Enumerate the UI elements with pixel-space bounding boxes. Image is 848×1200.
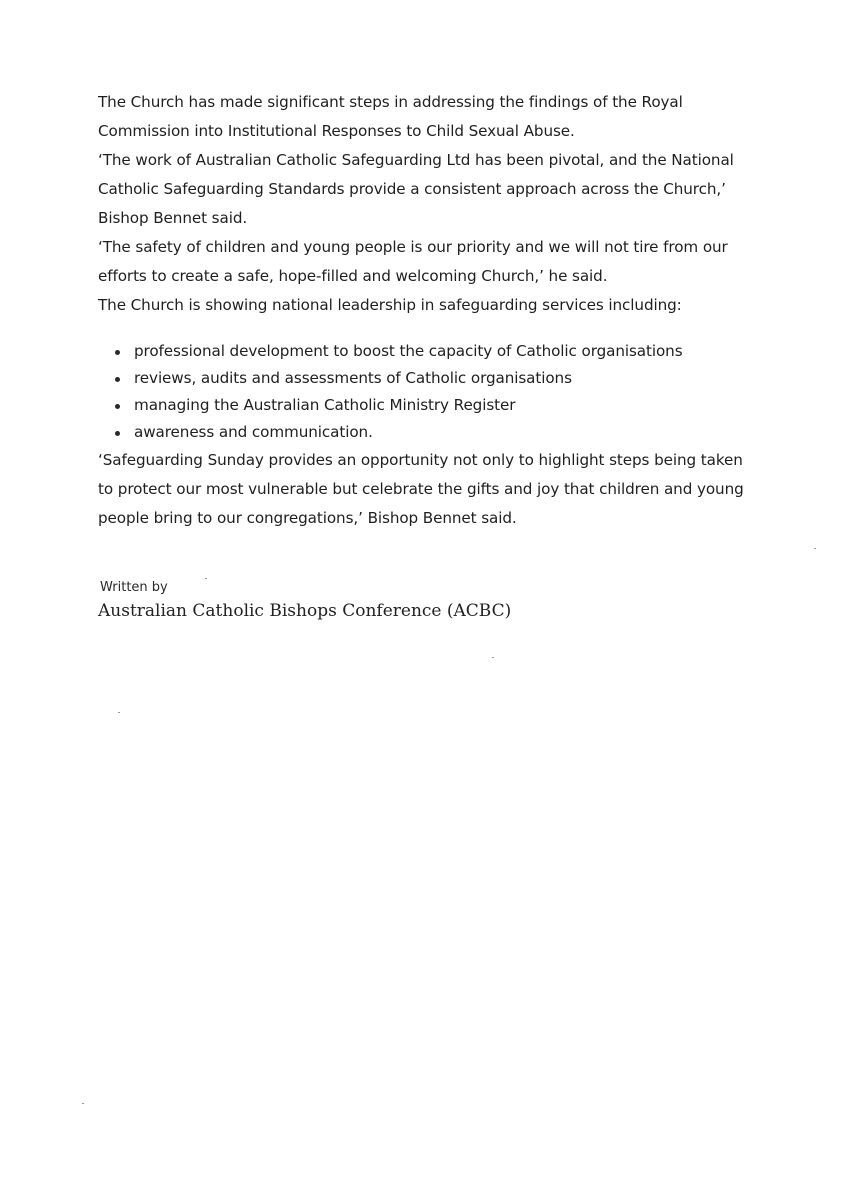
byline — [98, 579, 758, 623]
list-item — [114, 392, 758, 419]
list-item-text: awareness and communication. — [134, 423, 373, 441]
scan-speck — [814, 548, 816, 549]
byline-author: Australian Catholic Bishops Conference (ACBC) — [98, 601, 512, 621]
bullet-icon — [115, 431, 120, 436]
list-item — [114, 338, 758, 365]
paragraph-safeguarding-sunday: ‘Safeguarding Sunday provides an opportunity not only to highlight steps being taken to protect our most vulnerable but celebrate the gifts and joy that children and young people bring to our congregations,’ Bishop Bennet said. — [98, 451, 744, 527]
paragraph-safety-priority: ‘The safety of children and young people is our priority and we will not tire from our efforts to create a safe, hope-filled and welcoming Church,’ he said. — [98, 238, 728, 285]
list-item-text: reviews, audits and assessments of Catholic organisations — [134, 369, 572, 387]
bullet-icon — [115, 350, 120, 355]
paragraph-safeguarding-ltd: ‘The work of Australian Catholic Safeguarding Ltd has been pivotal, and the National Catholic Safeguarding Standards provide a consistent approach across the Church,’ Bishop Bennet said. — [98, 151, 734, 227]
paragraph-royal-commission: The Church has made significant steps in addressing the findings of the Royal Commission into Institutional Responses to Child Sexual Abuse. — [98, 93, 683, 140]
list-item-text: managing the Australian Catholic Ministry Register — [134, 396, 516, 414]
bullet-icon — [115, 404, 120, 409]
list-item — [114, 419, 758, 446]
scan-speck — [118, 712, 120, 713]
list-item — [114, 365, 758, 392]
services-list — [114, 338, 758, 446]
bullet-icon — [115, 377, 120, 382]
article-body — [98, 88, 758, 623]
paragraph-national-leadership: The Church is showing national leadership in safeguarding services including: — [98, 296, 682, 314]
scan-speck — [82, 1103, 84, 1104]
scan-speck — [492, 657, 494, 658]
list-item-text: professional development to boost the capacity of Catholic organisations — [134, 342, 683, 360]
byline-label: Written by — [100, 580, 168, 595]
scan-speck — [205, 578, 207, 579]
